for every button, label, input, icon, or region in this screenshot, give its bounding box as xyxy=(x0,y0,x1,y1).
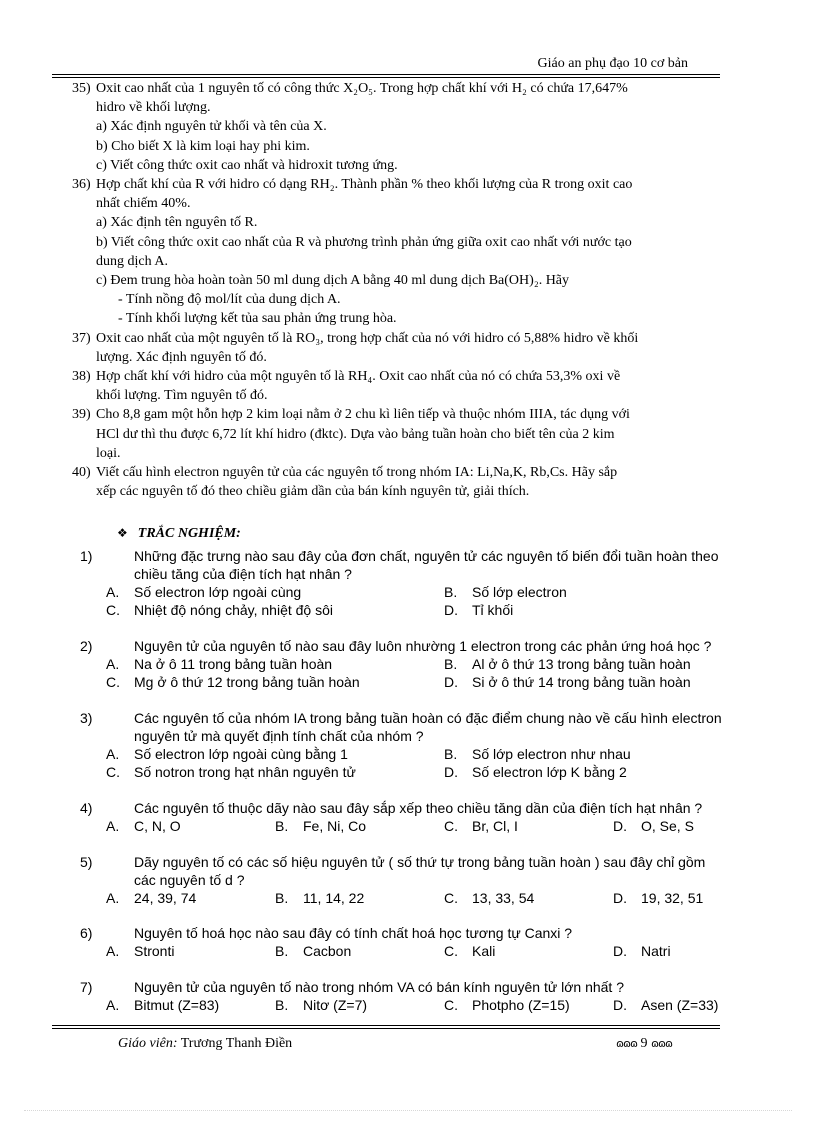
question-text: nguyên tử mà quyết định tính chất của nhóm ? xyxy=(134,728,424,744)
diamond-bullet-icon: ❖ xyxy=(117,526,128,540)
question-line: khối lượng. Tìm nguyên tố đó. xyxy=(96,388,268,404)
footer-rule xyxy=(52,1025,720,1026)
question-text: Nguyên tử của nguyên tố nào sau đây luôn nhường 1 electron trong các phản ứng hoá học ? xyxy=(134,638,712,654)
question-number: 4) xyxy=(80,800,93,816)
mc-question-7 xyxy=(80,978,760,1014)
ornament-right-icon: ɷɷɷ xyxy=(651,1037,673,1050)
mc-section-heading xyxy=(117,526,241,542)
question-text: Những đặc trưng nào sau đây của đơn chất, nguyên tử các nguyên tố biến đổi tuần hoàn theo xyxy=(134,548,719,564)
question-line: Cho 8,8 gam một hỗn hợp 2 kim loại nằm ở 2 chu kì liên tiếp và thuộc nhóm IIIA, tác dụng với xyxy=(96,407,630,423)
essay-question-38 xyxy=(72,367,722,405)
question-line: Hợp chất khí với hidro của một nguyên tố là RH₄. Oxit cao nhất của nó có chứa 53,3% oxi về xyxy=(96,369,621,385)
question-number: 37) xyxy=(72,330,91,346)
option-a: A. C, N, O xyxy=(106,818,181,834)
option-d: D. Tỉ khối xyxy=(444,602,514,618)
footer-teacher xyxy=(118,1036,292,1052)
question-number: 5) xyxy=(80,854,93,870)
question-line: xếp các nguyên tố đó theo chiều giảm dần của bán kính nguyên tử, giải thích. xyxy=(96,484,530,500)
option-b: B. Al ở ô thứ 13 trong bảng tuần hoàn xyxy=(444,656,691,672)
question-text: Nguyên tử của nguyên tố nào trong nhóm VA có bán kính nguyên tử lớn nhất ? xyxy=(134,979,624,995)
question-text: chiều tăng của điện tích hạt nhân ? xyxy=(134,566,352,582)
mc-question-1 xyxy=(80,547,760,619)
question-number: 40) xyxy=(72,465,91,481)
question-line: Oxit cao nhất của một nguyên tố là RO₃, trong hợp chất của nó với hidro có 5,88% hidro về khối xyxy=(96,330,639,346)
question-line: Hợp chất khí của R với hidro có dạng RH₂. Thành phần % theo khối lượng của R trong oxit cao xyxy=(96,177,633,193)
option-a: A. Stronti xyxy=(106,943,175,959)
question-line: loại. xyxy=(96,445,121,461)
mc-question-5 xyxy=(80,853,760,907)
question-number: 1) xyxy=(80,548,93,564)
ornament-left-icon: ɷɷɷ xyxy=(616,1037,638,1050)
option-d: D. Số electron lớp K bằng 2 xyxy=(444,764,627,780)
question-line: Viết cấu hình electron nguyên tử của các nguyên tố trong nhóm IA: Li,Na,K, Rb,Cs. Hãy sắp xyxy=(96,465,618,481)
option-d: D. Si ở ô thứ 14 trong bảng tuần hoàn xyxy=(444,674,691,690)
question-line: HCl dư thì thu được 6,72 lít khí hidro (đktc). Dựa vào bảng tuần hoàn cho biết tên của 2 kim xyxy=(96,426,615,442)
option-b: B. Cacbon xyxy=(275,943,352,959)
page-bottom-border xyxy=(24,1110,792,1111)
essay-question-40 xyxy=(72,463,722,501)
mc-section-title: TRẮC NGHIỆM: xyxy=(137,526,241,541)
option-a: A. Số electron lớp ngoài cùng bằng 1 xyxy=(106,746,348,762)
question-number: 35) xyxy=(72,81,91,96)
option-a: A. 24, 39, 74 xyxy=(106,890,197,906)
option-c: C. Photpho (Z=15) xyxy=(444,997,570,1013)
question-text: Các nguyên tố thuộc dãy nào sau đây sắp xếp theo chiều tăng dần của điện tích hạt nhân ? xyxy=(134,800,703,816)
header-rule-inner xyxy=(52,77,720,78)
question-line: Oxit cao nhất của 1 nguyên tố có công thức X₂O₅. Trong hợp chất khí với H₂ có chứa 17,647% xyxy=(96,81,628,96)
question-number: 2) xyxy=(80,638,93,654)
footer-rule-inner xyxy=(52,1028,720,1029)
essay-questions xyxy=(72,79,722,501)
question-line: lượng. Xác định nguyên tố đó. xyxy=(96,349,267,365)
option-a: A. Bitmut (Z=83) xyxy=(106,997,220,1013)
question-part: a) Xác định tên nguyên tố R. xyxy=(96,215,258,231)
essay-question-39 xyxy=(72,405,722,463)
option-d: D. O, Se, S xyxy=(613,818,694,834)
question-part: a) Xác định nguyên tử khối và tên của X. xyxy=(96,119,327,135)
mc-question-6 xyxy=(80,924,760,960)
question-line: hidro về khối lượng. xyxy=(96,100,211,116)
essay-question-37 xyxy=(72,329,722,367)
teacher-name: Trương Thanh Điền xyxy=(180,1036,293,1051)
option-c: C. Số notron trong hạt nhân nguyên tử xyxy=(106,764,356,780)
option-a: A. Na ở ô 11 trong bảng tuần hoàn xyxy=(106,656,333,672)
question-part: c) Đem trung hòa hoàn toàn 50 ml dung dịch A bằng 40 ml dung dịch Ba(OH)₂. Hãy xyxy=(96,273,570,289)
option-c: C. Nhiệt độ nóng chảy, nhiệt độ sôi xyxy=(106,602,333,618)
header-rule xyxy=(52,74,720,75)
mc-question-3 xyxy=(80,709,760,781)
question-number: 36) xyxy=(72,177,91,193)
question-part: c) Viết công thức oxit cao nhất và hidroxit tương ứng. xyxy=(96,157,398,173)
question-line: nhất chiếm 40%. xyxy=(96,196,191,212)
option-b: B. Số lớp electron như nhau xyxy=(444,746,631,762)
option-a: A. Số electron lớp ngoài cùng xyxy=(106,584,302,600)
question-text: Dãy nguyên tố có các số hiệu nguyên tử ( số thứ tự trong bảng tuần hoàn ) sau đây chỉ gồm xyxy=(134,854,706,870)
option-d: D. 19, 32, 51 xyxy=(613,890,704,906)
question-subpart: - Tính nồng độ mol/lít của dung dịch A. xyxy=(118,292,341,308)
teacher-label: Giáo viên: xyxy=(118,1036,178,1051)
question-text: Nguyên tố hoá học nào sau đây có tính chất hoá học tương tự Canxi ? xyxy=(134,925,573,941)
question-part: b) Viết công thức oxit cao nhất của R và phương trình phản ứng giữa oxit cao nhất với nước tạo xyxy=(96,234,632,250)
option-b: B. Fe, Ni, Co xyxy=(275,818,367,834)
option-c: C. Mg ở ô thứ 12 trong bảng tuần hoàn xyxy=(106,674,360,690)
option-c: C. Kali xyxy=(444,943,496,959)
question-number: 7) xyxy=(80,979,93,995)
question-part: dung dịch A. xyxy=(96,253,168,269)
mc-question-4 xyxy=(80,799,760,835)
question-number: 6) xyxy=(80,925,93,941)
essay-question-36 xyxy=(72,175,722,329)
page-number: 9 xyxy=(640,1036,648,1051)
option-b: B. 11, 14, 22 xyxy=(275,890,365,906)
question-number: 3) xyxy=(80,710,93,726)
option-d: D. Asen (Z=33) xyxy=(613,997,719,1013)
question-text: Các nguyên tố của nhóm IA trong bảng tuần hoàn có đặc điểm chung nào về cấu hình electron xyxy=(134,710,722,726)
question-number: 38) xyxy=(72,369,91,385)
question-part: b) Cho biết X là kim loại hay phi kim. xyxy=(96,138,310,154)
option-b: B. Nitơ (Z=7) xyxy=(275,997,368,1013)
option-c: C. Br, Cl, I xyxy=(444,818,518,834)
question-subpart: - Tính khối lượng kết tủa sau phản ứng trung hòa. xyxy=(118,311,397,327)
option-b: B. Số lớp electron xyxy=(444,584,567,600)
mc-question-2 xyxy=(80,637,760,691)
question-number: 39) xyxy=(72,407,91,423)
essay-question-35 xyxy=(72,79,722,175)
option-d: D. Natri xyxy=(613,943,671,959)
option-c: C. 13, 33, 54 xyxy=(444,890,535,906)
question-text: các nguyên tố d ? xyxy=(134,872,245,888)
footer-page-number xyxy=(616,1036,672,1052)
page-header-title: Giáo an phụ đạo 10 cơ bản xyxy=(537,56,688,71)
